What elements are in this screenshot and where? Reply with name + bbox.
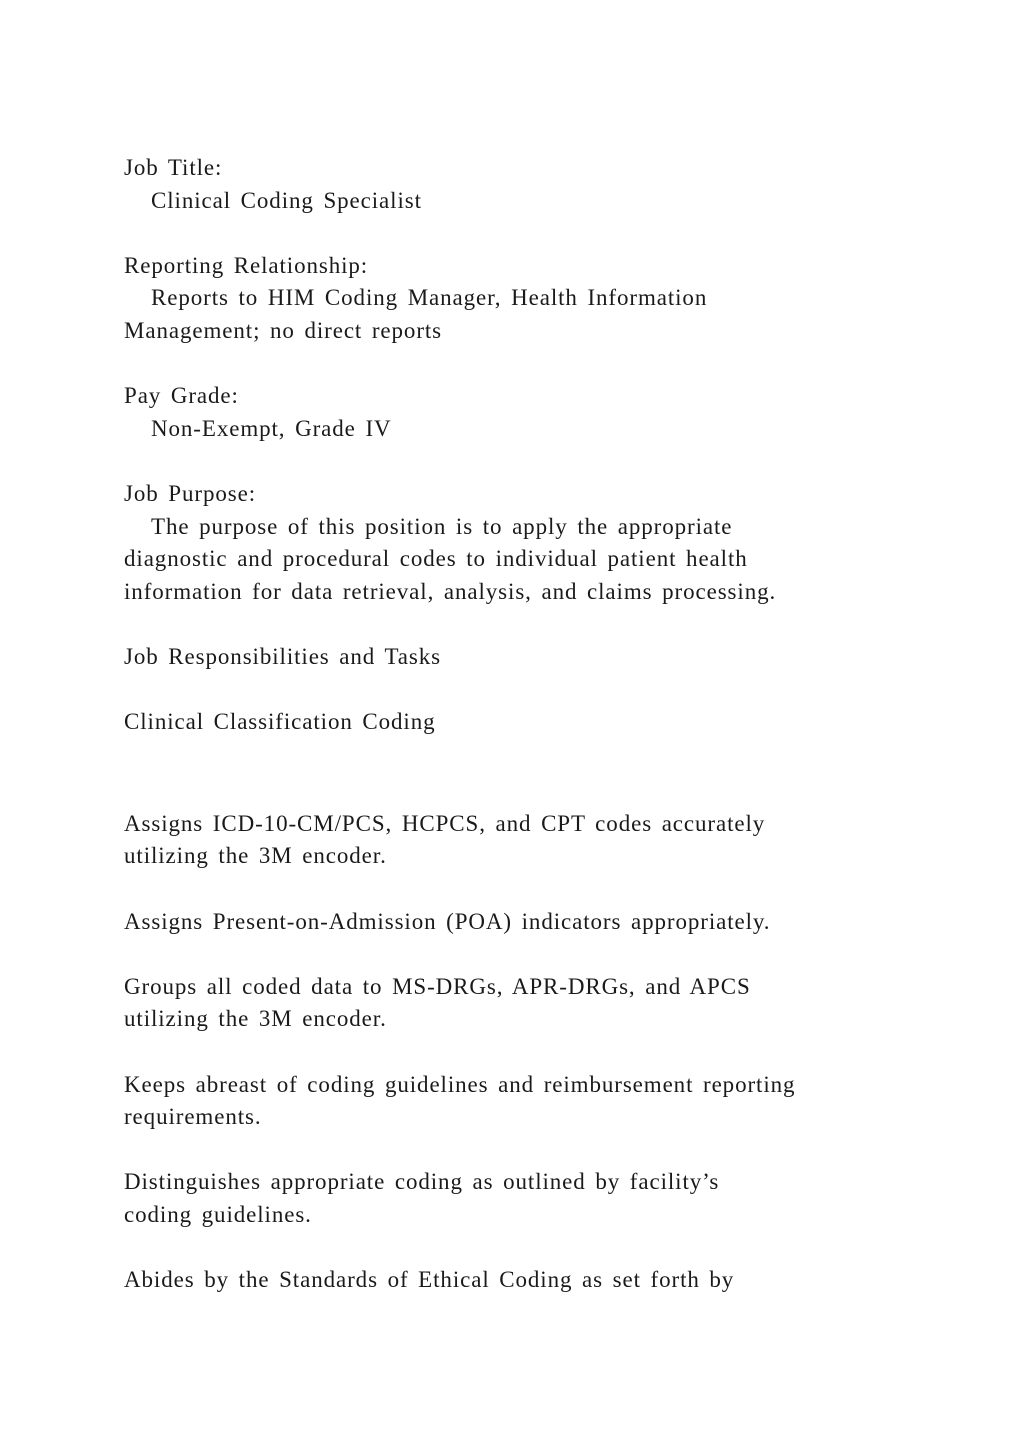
responsibility-item-3-line2: utilizing the 3M encoder. <box>124 1006 387 1032</box>
spacer <box>124 674 924 707</box>
reporting-relationship-value-line1: Reports to HIM Coding Manager, Health Information <box>151 285 708 311</box>
spacer <box>124 1036 924 1069</box>
spacer <box>124 938 924 971</box>
responsibility-item-1-line1: Assigns ICD-10-CM/PCS, HCPCS, and CPT codes accurately <box>124 810 766 836</box>
reporting-relationship-value-line2: Management; no direct reports <box>124 317 443 343</box>
job-purpose-line1: The purpose of this position is to apply the appropriate <box>151 513 733 539</box>
spacer <box>124 739 924 804</box>
job-title-label: Job Title: <box>124 155 223 180</box>
spacer <box>124 217 924 250</box>
responsibility-item-4-line2: requirements. <box>124 1104 262 1130</box>
spacer <box>124 608 924 641</box>
spacer <box>124 348 924 381</box>
spacer <box>124 445 924 478</box>
pay-grade-value: Non-Exempt, Grade IV <box>151 415 392 441</box>
job-title-value: Clinical Coding Specialist <box>151 187 422 213</box>
document-body <box>124 152 924 1297</box>
responsibilities-heading: Job Responsibilities and Tasks <box>124 643 441 669</box>
responsibility-item-6-line1: Abides by the Standards of Ethical Coding as set forth by <box>124 1267 735 1293</box>
section-heading: Clinical Classification Coding <box>124 709 436 735</box>
responsibility-item-5-line2: coding guidelines. <box>124 1202 312 1227</box>
spacer <box>124 1232 924 1265</box>
spacer <box>124 873 924 906</box>
pay-grade-label: Pay Grade: <box>124 383 239 409</box>
job-purpose-label: Job Purpose: <box>124 480 257 506</box>
responsibility-item-4-line1: Keeps abreast of coding guidelines and reimbursement reporting <box>124 1071 796 1097</box>
responsibility-item-1-line2: utilizing the 3M encoder. <box>124 843 387 869</box>
job-purpose-line2: diagnostic and procedural codes to individual patient health <box>124 546 748 572</box>
responsibility-item-5-line1: Distinguishes appropriate coding as outlined by facility’s <box>124 1169 720 1195</box>
reporting-relationship-label: Reporting Relationship: <box>124 252 369 278</box>
job-purpose-line3: information for data retrieval, analysis, and claims processing. <box>124 578 777 604</box>
responsibility-item-3-line1: Groups all coded data to MS-DRGs, APR-DRGs, and APCS <box>124 973 751 999</box>
spacer <box>124 1134 924 1167</box>
responsibility-item-2-line1: Assigns Present-on-Admission (POA) indicators appropriately. <box>124 908 771 934</box>
